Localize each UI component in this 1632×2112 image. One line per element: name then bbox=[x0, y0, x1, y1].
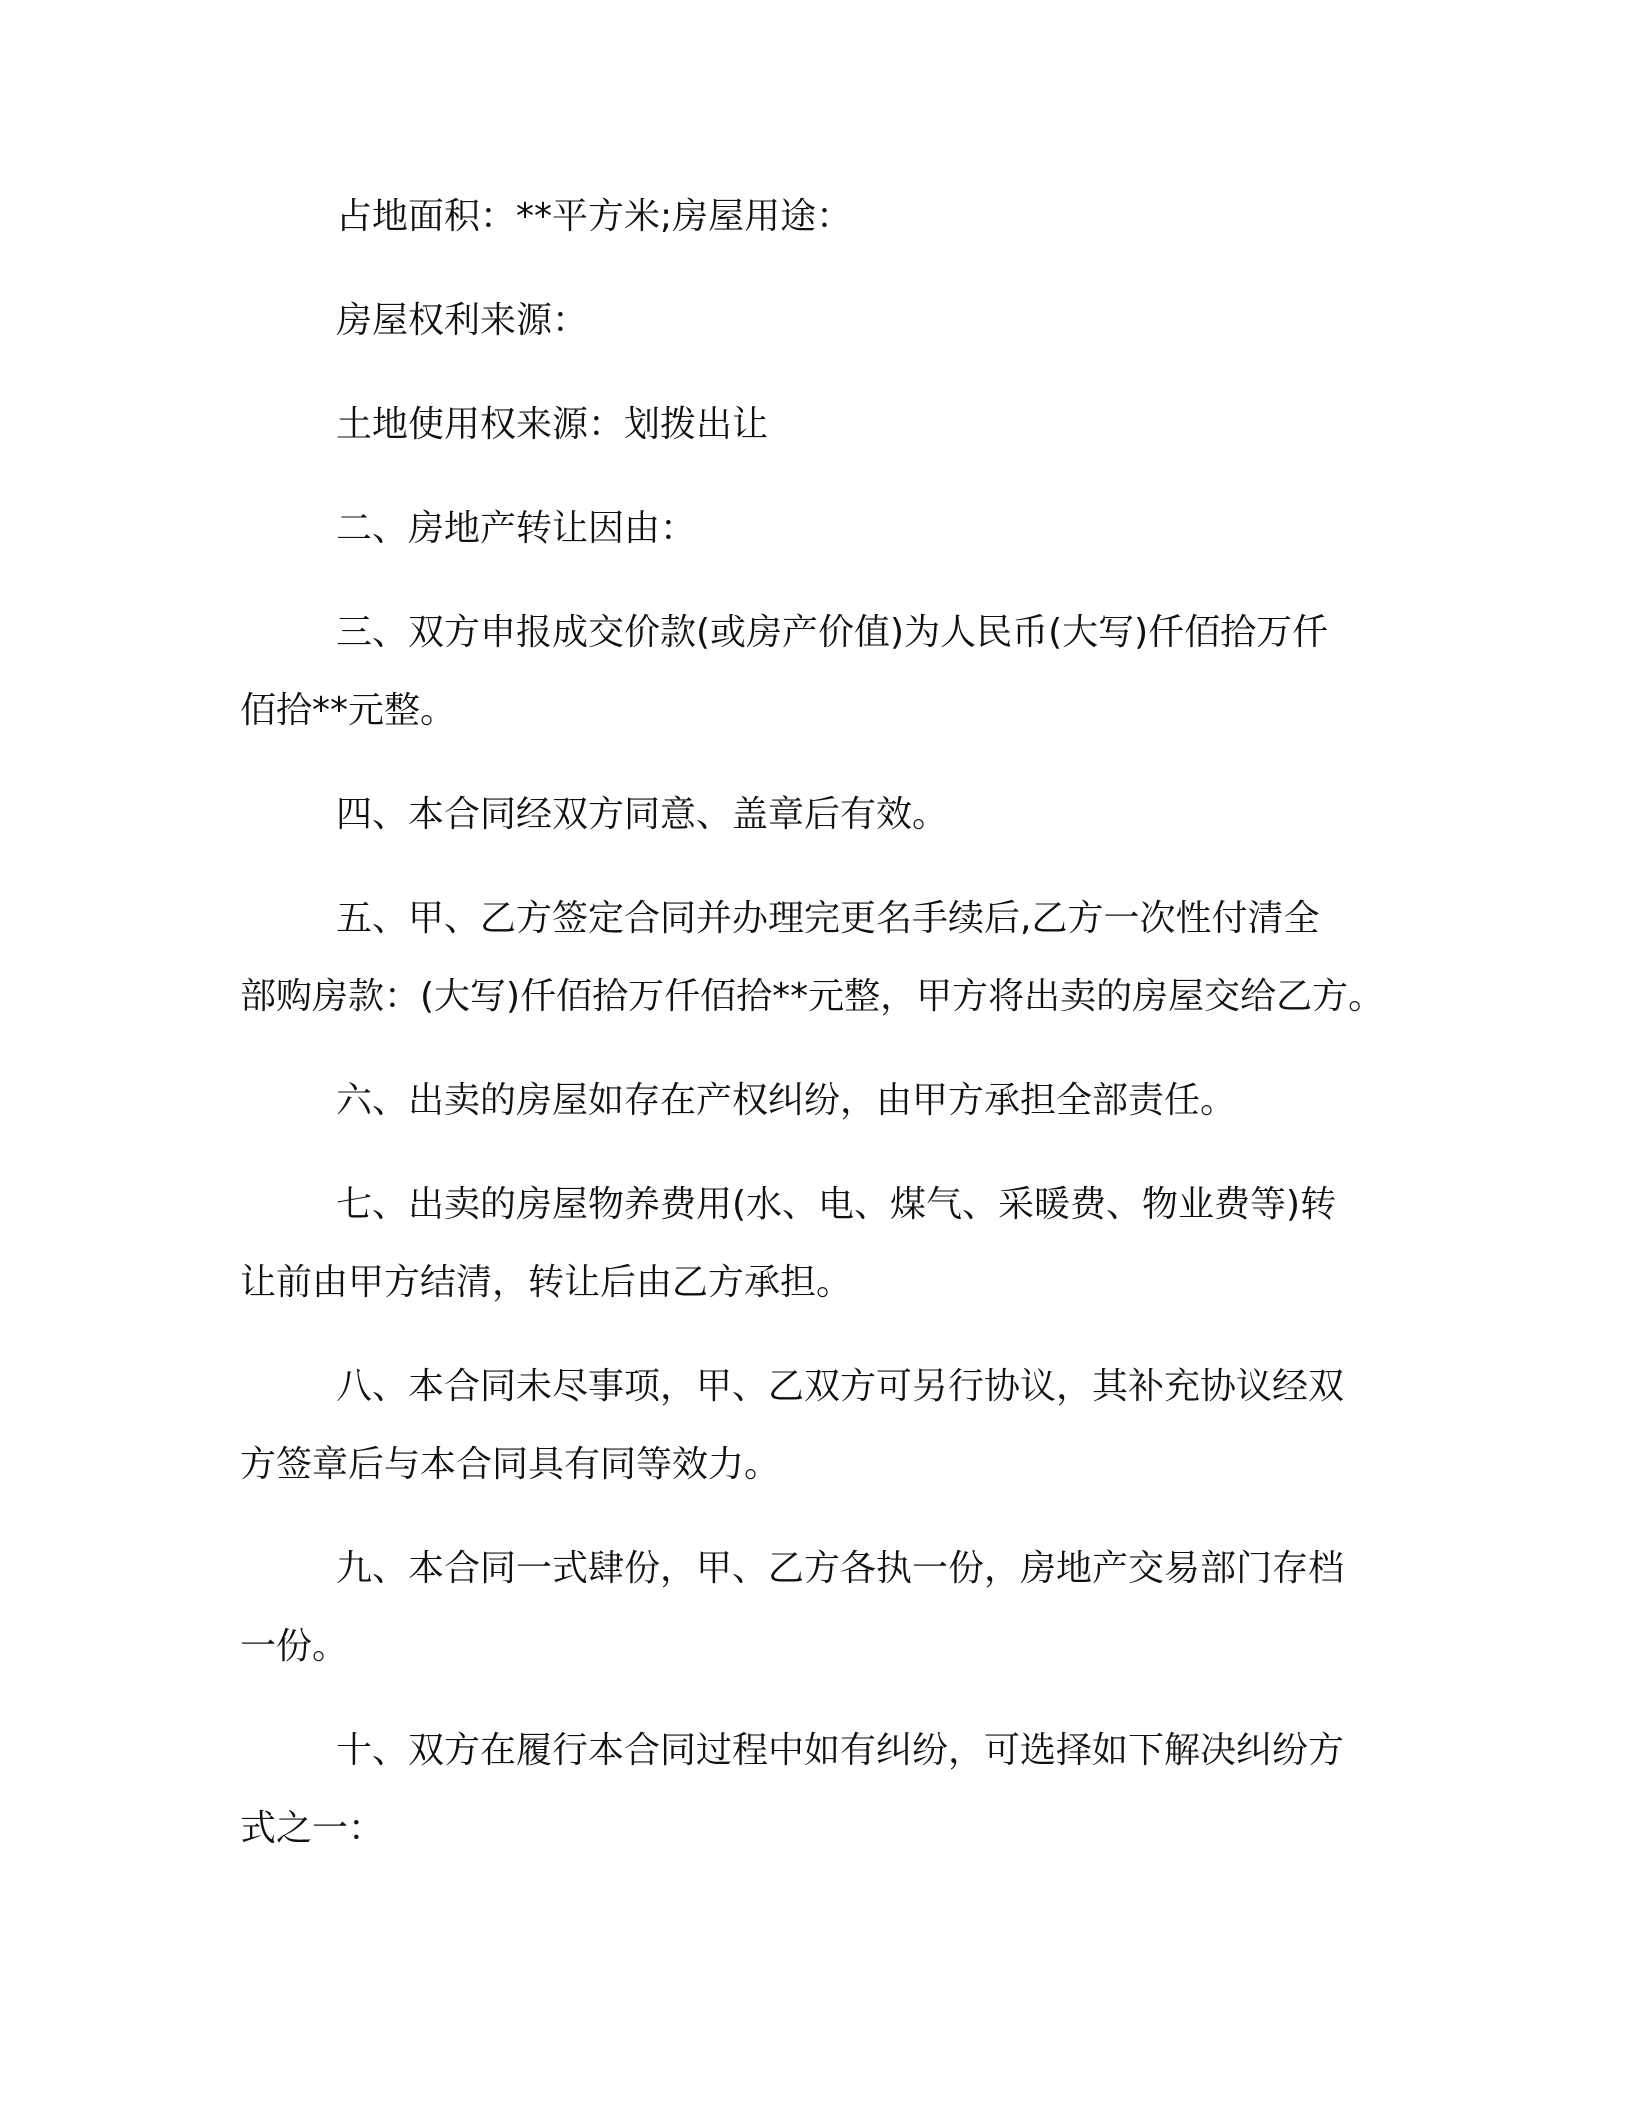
paragraph-line: 佰拾**元整。 bbox=[240, 690, 457, 731]
clause-4 bbox=[240, 776, 1400, 854]
paragraph-line: 七、出卖的房屋物养费用(水、电、煤气、采暖费、物业费等)转 bbox=[336, 1184, 1337, 1225]
clause-8 bbox=[240, 1348, 1400, 1504]
paragraph-line: 让前由甲方结清，转让后由乙方承担。 bbox=[240, 1262, 853, 1303]
clause-3 bbox=[240, 594, 1400, 750]
paragraph-land-use-source bbox=[240, 386, 1400, 464]
paragraph-line: 土地使用权来源：划拨出让 bbox=[336, 404, 769, 445]
clause-6 bbox=[240, 1062, 1400, 1140]
paragraph-line: 四、本合同经双方同意、盖章后有效。 bbox=[336, 794, 949, 835]
paragraph-line: 三、双方申报成交价款(或房产价值)为人民币(大写)仟佰拾万仟 bbox=[336, 612, 1329, 653]
clause-9 bbox=[240, 1530, 1400, 1686]
paragraph-line: 占地面积：**平方米;房屋用途： bbox=[336, 196, 853, 237]
paragraph-line: 五、甲、乙方签定合同并办理完更名手续后,乙方一次性付清全 bbox=[336, 898, 1320, 939]
paragraph-land-area bbox=[240, 178, 1400, 256]
paragraph-line: 二、房地产转让因由： bbox=[336, 508, 697, 549]
clause-7 bbox=[240, 1166, 1400, 1322]
paragraph-line: 一份。 bbox=[240, 1626, 349, 1667]
clause-2 bbox=[240, 490, 1400, 568]
paragraph-line: 房屋权利来源： bbox=[336, 300, 589, 341]
clause-10 bbox=[240, 1712, 1400, 1868]
paragraph-line: 十、双方在履行本合同过程中如有纠纷，可选择如下解决纠纷方 bbox=[336, 1730, 1345, 1771]
paragraph-right-source bbox=[240, 282, 1400, 360]
clause-5 bbox=[240, 880, 1400, 1036]
paragraph-line: 八、本合同未尽事项，甲、乙双方可另行协议，其补充协议经双 bbox=[336, 1366, 1345, 1407]
paragraph-line: 式之一： bbox=[240, 1808, 385, 1849]
paragraph-line: 方签章后与本合同具有同等效力。 bbox=[240, 1444, 781, 1485]
paragraph-line: 部购房款：(大写)仟佰拾万仟佰拾**元整，甲方将出卖的房屋交给乙方。 bbox=[240, 976, 1385, 1017]
paragraph-line: 九、本合同一式肆份，甲、乙方各执一份，房地产交易部门存档 bbox=[336, 1548, 1345, 1589]
paragraph-line: 六、出卖的房屋如存在产权纠纷，由甲方承担全部责任。 bbox=[336, 1080, 1237, 1121]
